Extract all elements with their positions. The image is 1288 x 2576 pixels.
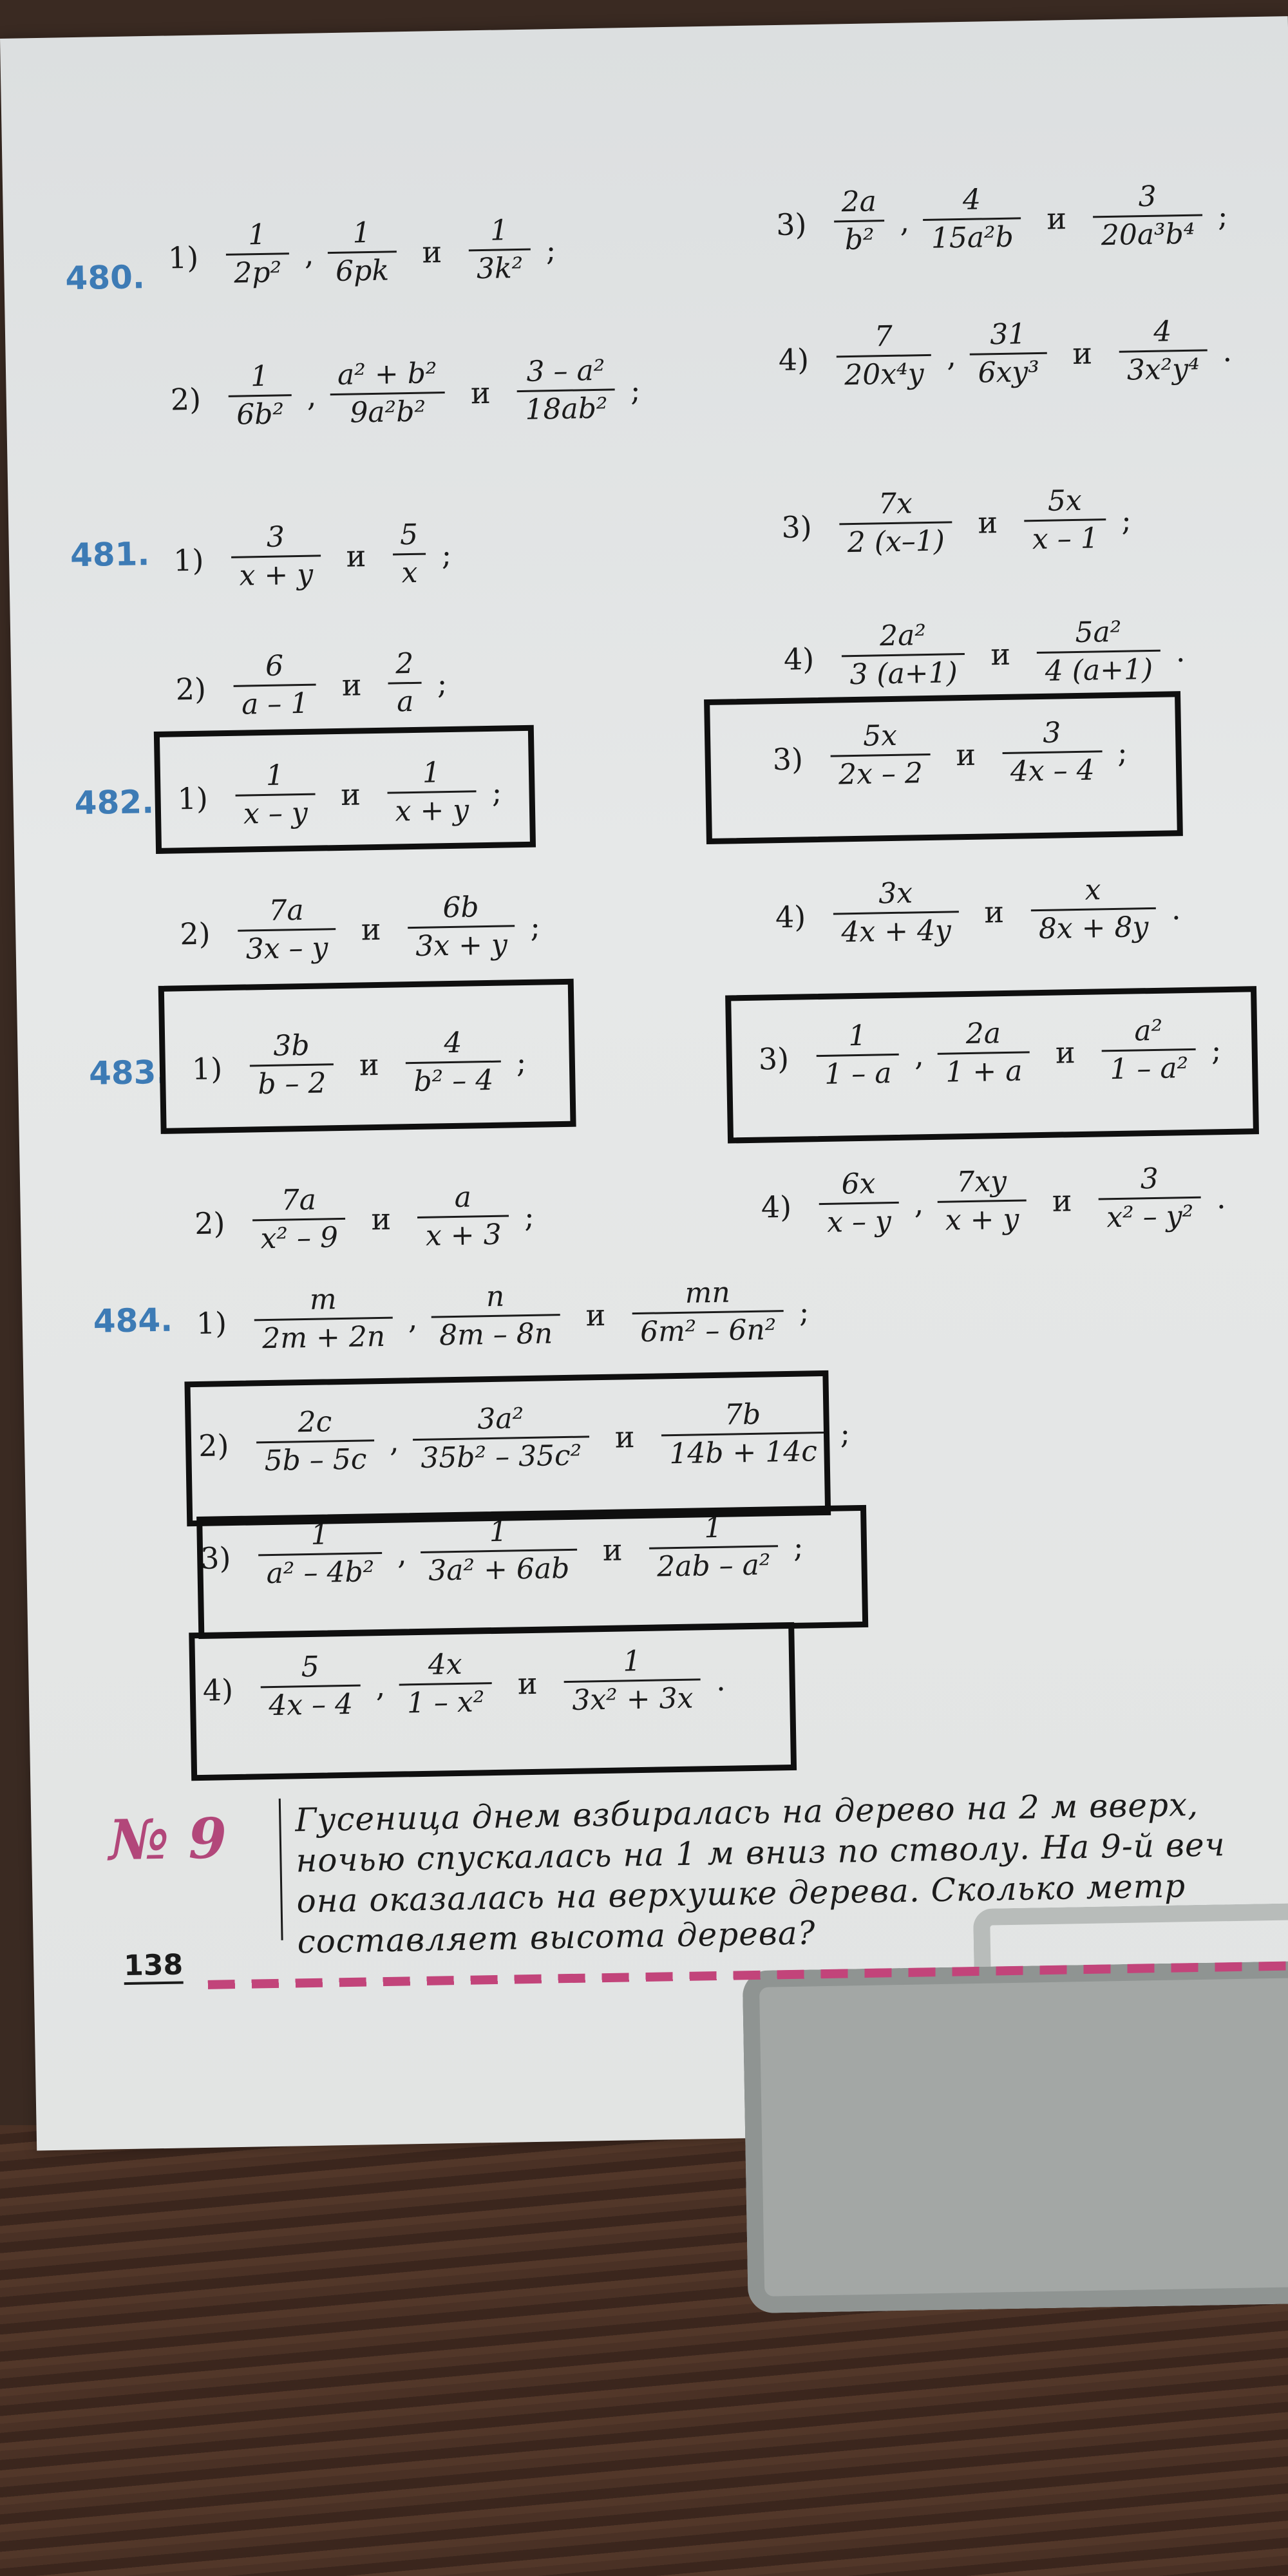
fraction-numerator: 5	[301, 1650, 320, 1684]
fraction-denominator: 6m² – 6n²	[632, 1310, 784, 1347]
punctuation: .	[1216, 1180, 1226, 1216]
fraction-denominator: 3x – y	[238, 928, 336, 964]
fraction-denominator: x + 3	[417, 1215, 509, 1250]
conjunction-text: и	[346, 538, 366, 574]
task-line-4: составляет высота дерева?	[297, 1914, 816, 1961]
punctuation: ,	[913, 1186, 924, 1221]
fraction-denominator: x	[393, 553, 427, 588]
fraction-numerator: 3	[1140, 1162, 1159, 1196]
fraction-numerator: 1	[703, 1511, 723, 1545]
item-label: 3)	[781, 509, 813, 545]
fraction	[252, 1183, 346, 1256]
fraction-numerator: 2a²	[879, 619, 927, 653]
punctuation: ;	[545, 232, 556, 268]
highlight-box	[154, 725, 536, 854]
conjunction-text: и	[359, 1046, 380, 1083]
conjunction-text: и	[1055, 1035, 1076, 1070]
fraction-denominator: 2 (x–1)	[839, 521, 952, 557]
fraction-denominator: b – 2	[250, 1063, 334, 1099]
fraction-numerator: 6x	[841, 1167, 876, 1201]
item-label: 2)	[175, 671, 207, 707]
fraction	[1030, 873, 1156, 946]
fraction-numerator: 1	[250, 359, 269, 393]
binder-clip	[743, 1960, 1288, 2313]
fraction-numerator: a	[454, 1180, 472, 1214]
punctuation: .	[715, 1662, 726, 1698]
item-label: 2)	[170, 381, 202, 417]
fraction	[936, 1164, 1027, 1237]
fraction-denominator: 18ab²	[517, 388, 616, 424]
fraction-denominator: 20a³b⁴	[1093, 214, 1203, 250]
punctuation: ,	[397, 1536, 407, 1571]
fraction-numerator: 4	[443, 1026, 462, 1060]
punctuation: ,	[389, 1423, 399, 1459]
punctuation: ;	[441, 536, 452, 573]
task-line-1: Гусеница днем взбиралась на дерево на 2 м вверх,	[294, 1785, 1199, 1839]
fraction-numerator: 1	[310, 1518, 329, 1551]
fraction-denominator: x + y	[387, 790, 477, 826]
fraction-numerator: 7a	[281, 1183, 317, 1217]
punctuation: .	[1171, 891, 1181, 927]
fraction-numerator: a² + b²	[337, 357, 437, 392]
fraction-denominator: x + y	[937, 1199, 1027, 1235]
fraction	[833, 185, 885, 257]
fraction-numerator: n	[486, 1280, 505, 1314]
fraction-numerator: 6b	[442, 891, 480, 925]
punctuation: ;	[839, 1416, 851, 1451]
fraction-denominator: 1 – a²	[1102, 1048, 1197, 1084]
item-label: 2)	[194, 1206, 225, 1242]
punctuation: ;	[516, 1044, 527, 1080]
fraction	[632, 1278, 784, 1347]
fraction	[836, 319, 932, 392]
textbook-page	[0, 16, 1288, 2150]
fraction	[407, 893, 515, 961]
fraction-denominator: x² – 9	[252, 1218, 346, 1254]
fraction-numerator: 7	[874, 319, 893, 354]
fraction-numerator: 7b	[724, 1397, 761, 1432]
punctuation: ;	[491, 774, 502, 810]
page-number: 138	[124, 1949, 184, 1985]
fraction-denominator: 2p²	[226, 252, 290, 288]
punctuation: ,	[307, 378, 317, 413]
punctuation: ;	[1211, 1032, 1222, 1068]
fraction-denominator: 8m – 8n	[431, 1314, 561, 1350]
fraction-denominator: 3x²y⁴	[1119, 349, 1208, 384]
fraction-denominator: a² – 4b²	[258, 1552, 383, 1588]
conjunction-text: и	[977, 505, 998, 540]
problem-number-481: 481.	[70, 535, 150, 574]
fraction-numerator: 3a²	[477, 1402, 524, 1436]
fraction	[922, 185, 1021, 253]
fraction	[1024, 486, 1107, 554]
fraction-numerator: 1	[422, 756, 441, 790]
fraction-numerator: 6	[265, 649, 284, 683]
fraction-denominator: x² – y²	[1099, 1197, 1202, 1233]
punctuation: .	[1222, 333, 1233, 368]
task-divider	[279, 1799, 283, 1940]
fraction	[228, 359, 292, 431]
fraction	[468, 216, 531, 284]
item-label: 3)	[758, 1041, 790, 1077]
fraction-denominator: 2m + 2n	[254, 1317, 393, 1354]
fraction	[838, 487, 952, 560]
problem-number-484: 484.	[93, 1301, 173, 1340]
fraction-numerator: 3	[1138, 180, 1157, 214]
punctuation: ,	[408, 1300, 418, 1336]
fraction-numerator: 1	[489, 1515, 508, 1549]
fraction-denominator: 1 – x²	[399, 1682, 492, 1718]
fraction-denominator: 14b + 14c	[661, 1432, 826, 1468]
fraction	[819, 1167, 899, 1239]
fraction-denominator: 6xy³	[970, 352, 1047, 388]
punctuation: ;	[799, 1294, 810, 1329]
fraction-numerator: 7x	[878, 487, 913, 521]
fraction-denominator: 4x + 4y	[833, 911, 959, 947]
fraction	[330, 359, 446, 428]
highlight-box	[189, 1622, 797, 1781]
item-label: 1)	[196, 1305, 227, 1341]
item-label: 1)	[173, 542, 204, 578]
fraction-numerator: 3 – a²	[526, 354, 605, 388]
problem-number-482: 482.	[74, 783, 155, 822]
task-number: № 9	[108, 1806, 227, 1873]
fraction-denominator: x – y	[236, 793, 316, 829]
conjunction-text: и	[341, 667, 362, 703]
fraction	[225, 220, 290, 288]
fraction-numerator: 3b	[272, 1028, 310, 1063]
conjunction-text: и	[990, 636, 1011, 672]
fraction-numerator: 3	[266, 520, 285, 554]
fraction-numerator: 2	[395, 647, 414, 681]
fraction-denominator: 2x – 2	[831, 753, 931, 790]
fraction-denominator: 3a² + 6ab	[421, 1549, 578, 1586]
item-label: 3)	[200, 1540, 231, 1576]
fraction-numerator: 2c	[298, 1405, 332, 1439]
fraction-numerator: 2a	[841, 185, 877, 219]
conjunction-text: и	[1072, 336, 1093, 372]
fraction-numerator: 1	[265, 759, 285, 792]
fraction-numerator: 5	[399, 518, 419, 552]
fraction-denominator: 4x – 4	[261, 1685, 361, 1721]
conjunction-text: и	[1046, 201, 1067, 236]
fraction	[1036, 615, 1160, 688]
fraction-numerator: 4	[962, 183, 981, 216]
conjunction-text: и	[371, 1201, 392, 1237]
conjunction-text: и	[983, 895, 1005, 930]
fraction-denominator: x – 1	[1024, 518, 1106, 554]
item-label: 3)	[772, 741, 804, 777]
fraction-denominator: 4x – 4	[1002, 750, 1103, 786]
fraction	[327, 218, 397, 286]
fraction	[417, 1180, 509, 1253]
fraction	[431, 1282, 561, 1350]
highlight-box	[184, 1370, 831, 1526]
fraction-denominator: 5b – 5c	[256, 1439, 375, 1475]
fraction-numerator: 1	[848, 1019, 867, 1053]
item-label: 4)	[778, 342, 810, 377]
fraction-denominator: 9a²b²	[330, 392, 445, 428]
problem-number-483: 483.	[88, 1053, 169, 1092]
punctuation: ;	[529, 909, 541, 944]
item-label: 1)	[177, 781, 209, 817]
punctuation: ;	[630, 372, 641, 408]
fraction	[231, 522, 321, 590]
fraction	[1118, 315, 1208, 387]
fraction-numerator: 1	[247, 218, 267, 252]
item-label: 2)	[179, 916, 211, 952]
punctuation: ,	[899, 204, 910, 239]
fraction	[237, 893, 336, 966]
fraction-denominator: 6pk	[328, 251, 397, 286]
fraction	[833, 878, 959, 947]
fraction-denominator: x – y	[819, 1202, 900, 1237]
item-label: 3)	[775, 207, 807, 243]
fraction-denominator: 15a²b	[923, 217, 1021, 253]
fraction	[388, 647, 422, 719]
punctuation: ;	[524, 1198, 535, 1235]
fraction-denominator: 2ab – a²	[649, 1545, 779, 1581]
fraction-numerator: 1	[352, 216, 371, 250]
fraction-numerator: 31	[989, 317, 1027, 352]
fraction-denominator: 3 (a+1)	[842, 653, 965, 689]
fraction-numerator: 5x	[862, 719, 898, 753]
punctuation: ;	[437, 666, 448, 701]
fraction-numerator: 1	[622, 1645, 641, 1678]
fraction	[233, 649, 317, 721]
conjunction-text: и	[517, 1665, 538, 1701]
problem-number-480: 480.	[65, 258, 146, 298]
fraction-denominator: 20x⁴y	[837, 354, 932, 390]
conjunction-text: и	[340, 777, 361, 812]
item-label: 4)	[761, 1189, 792, 1225]
fraction-denominator: 3x² + 3x	[564, 1678, 701, 1715]
conjunction-text: и	[422, 234, 442, 270]
item-label: 1)	[191, 1051, 223, 1087]
fraction-numerator: 1	[489, 214, 509, 247]
punctuation: ;	[1217, 198, 1228, 234]
highlight-box	[158, 979, 576, 1134]
fraction-denominator: 6b²	[229, 394, 292, 430]
fraction-denominator: a – 1	[234, 684, 317, 719]
fraction-denominator: 1 – a	[817, 1054, 900, 1089]
fraction-denominator: b²	[834, 220, 885, 254]
fraction-denominator: a	[388, 682, 422, 717]
punctuation: .	[1175, 634, 1186, 669]
highlight-box	[704, 691, 1183, 844]
fraction	[969, 317, 1047, 390]
task-line-3: она оказалась на верхушке дерева. Сколько метр	[296, 1867, 1186, 1920]
fraction-denominator: 3x + y	[408, 925, 515, 961]
fraction-denominator: b² – 4	[406, 1061, 502, 1097]
fraction-numerator: 2a	[965, 1017, 1001, 1051]
punctuation: ,	[914, 1037, 925, 1073]
item-label: 4)	[202, 1672, 234, 1708]
fraction	[254, 1285, 393, 1354]
fraction-numerator: 7a	[268, 893, 305, 927]
item-label: 1)	[167, 240, 199, 276]
fraction-numerator: x	[1084, 873, 1101, 907]
conjunction-text: и	[955, 737, 976, 773]
fraction-numerator: mn	[685, 1276, 731, 1310]
conjunction-text: и	[1052, 1183, 1073, 1218]
highlight-box	[196, 1505, 868, 1639]
punctuation: ,	[946, 338, 957, 374]
fraction	[841, 619, 965, 692]
punctuation: ;	[1121, 502, 1132, 538]
highlight-box	[725, 986, 1259, 1143]
fraction	[516, 356, 616, 424]
fraction-denominator: x + y	[231, 554, 321, 590]
fraction-numerator: 4	[1153, 315, 1172, 348]
conjunction-text: и	[361, 911, 381, 947]
fraction-numerator: 5x	[1047, 484, 1083, 518]
conjunction-text: и	[470, 375, 491, 411]
fraction	[392, 518, 427, 590]
punctuation: ;	[1117, 734, 1128, 770]
fraction-denominator: 3k²	[468, 249, 531, 284]
fraction-denominator: 8x + 8y	[1030, 907, 1156, 943]
punctuation: ,	[375, 1668, 386, 1704]
conjunction-text: и	[602, 1532, 623, 1568]
fraction-denominator: 1 + a	[938, 1051, 1030, 1086]
conjunction-text: и	[614, 1419, 635, 1455]
fraction-numerator: 4x	[428, 1647, 462, 1681]
fraction	[1092, 182, 1202, 250]
punctuation: ;	[793, 1529, 804, 1564]
item-label: 4)	[775, 899, 806, 935]
punctuation: ,	[304, 236, 314, 272]
fraction-numerator: 3	[1042, 716, 1061, 750]
fraction-numerator: m	[309, 1283, 337, 1316]
conjunction-text: и	[585, 1297, 606, 1333]
fraction-denominator: 35b² – 35c²	[413, 1435, 590, 1473]
fraction-denominator: 4 (a+1)	[1037, 650, 1160, 686]
fraction	[1098, 1164, 1202, 1233]
fraction-numerator: 7xy	[956, 1164, 1007, 1199]
fraction-numerator: a²	[1133, 1014, 1163, 1048]
item-label: 4)	[783, 641, 815, 677]
fraction-numerator: 5a²	[1075, 615, 1122, 649]
fraction-numerator: 3x	[878, 876, 913, 911]
item-label: 2)	[198, 1428, 229, 1463]
task-line-2: ночью спускалась на 1 м вниз по стволу. На 9-й веч	[295, 1826, 1226, 1880]
